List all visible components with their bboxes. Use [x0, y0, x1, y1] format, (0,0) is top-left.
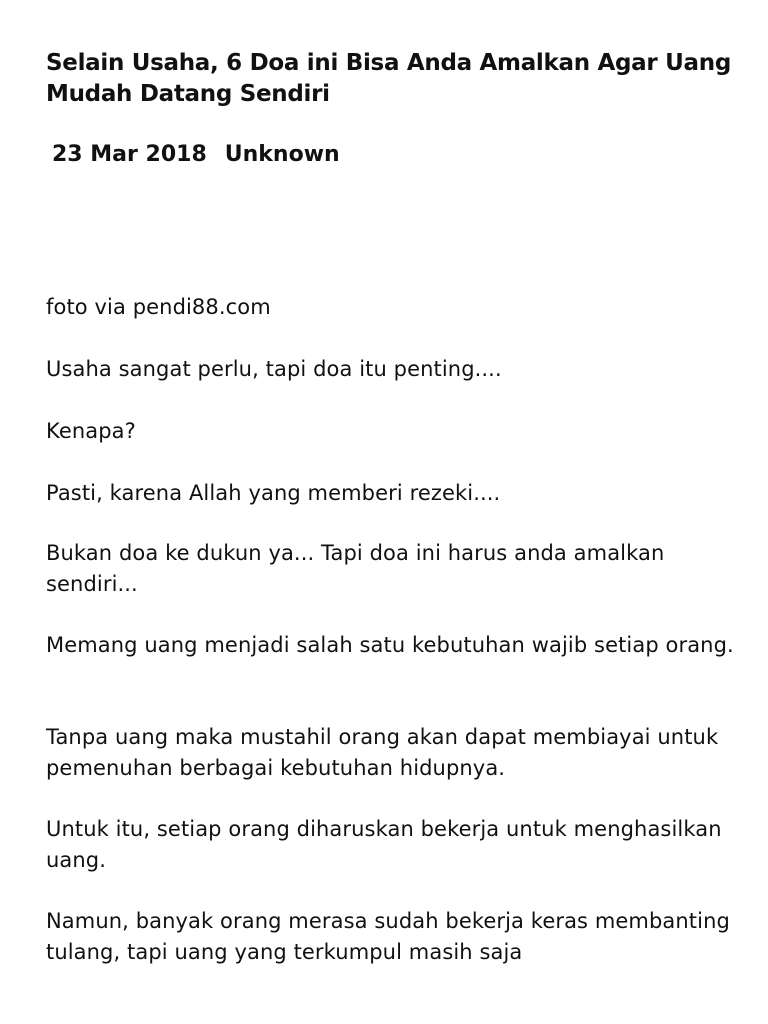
publish-date: 23 Mar 2018	[52, 142, 207, 167]
body-paragraph: Namun, banyak orang merasa sudah bekerja keras membanting tulang, tapi uang yang terkumpul masih saja	[46, 909, 730, 964]
body-paragraph: Untuk itu, setiap orang diharuskan bekerja untuk menghasilkan uang.	[46, 817, 722, 872]
body-paragraph: Pasti, karena Allah yang memberi rezeki....	[46, 481, 501, 505]
photo-credit: foto via pendi88.com	[46, 295, 271, 319]
body-paragraph: Memang uang menjadi salah satu kebutuhan wajib setiap orang.	[46, 633, 734, 657]
body-paragraph: Usaha sangat perlu, tapi doa itu penting....	[46, 357, 502, 381]
body-paragraph: Kenapa?	[46, 419, 136, 443]
body-paragraph: Bukan doa ke dukun ya... Tapi doa ini harus anda amalkan sendiri...	[46, 541, 665, 596]
author-name: Unknown	[224, 142, 340, 167]
article-title: Selain Usaha, 6 Doa ini Bisa Anda Amalkan Agar Uang Mudah Datang Sendiri	[46, 50, 731, 107]
article-meta	[52, 140, 340, 170]
body-paragraph: Tanpa uang maka mustahil orang akan dapat membiayai untuk pemenuhan berbagai kebutuhan hidupnya.	[46, 725, 719, 780]
